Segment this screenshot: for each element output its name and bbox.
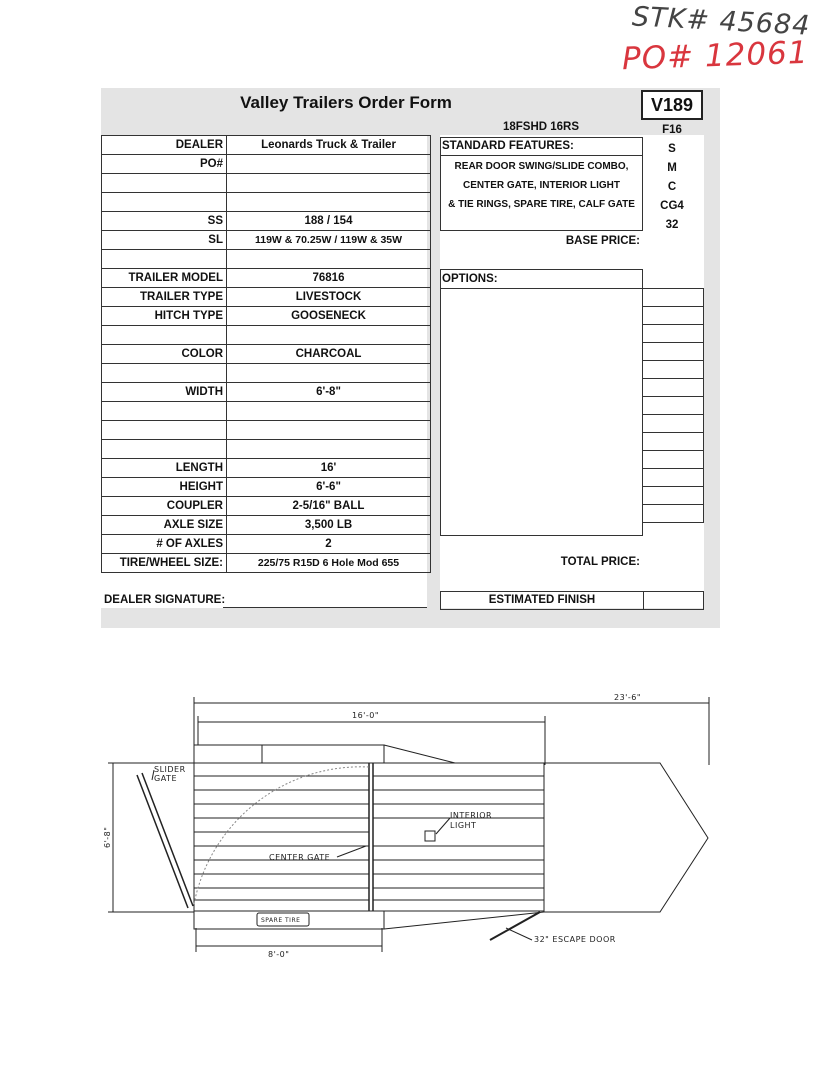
standard-features-heading: STANDARD FEATURES: bbox=[442, 140, 574, 152]
form-row bbox=[102, 478, 431, 497]
feature-codes bbox=[648, 121, 696, 235]
base-price-label: BASE PRICE: bbox=[565, 235, 640, 247]
form-row bbox=[102, 516, 431, 535]
form-row bbox=[102, 497, 431, 516]
divider bbox=[441, 288, 642, 289]
row-value[interactable]: 2 bbox=[227, 535, 431, 554]
options-price-cells bbox=[642, 288, 704, 523]
dealer-signature-label: DEALER SIGNATURE: bbox=[104, 594, 226, 606]
form-row bbox=[102, 193, 431, 212]
option-price-cell[interactable] bbox=[643, 343, 704, 361]
row-label: HEIGHT bbox=[102, 478, 227, 497]
spare-tire-label: SPARE TIRE bbox=[261, 917, 301, 924]
form-row bbox=[102, 383, 431, 402]
estimated-finish-field[interactable] bbox=[642, 591, 704, 610]
dealer-signature-line[interactable] bbox=[223, 607, 427, 608]
standard-feature-line: REAR DOOR SWING/SLIDE COMBO, bbox=[454, 161, 629, 172]
row-value[interactable]: 16' bbox=[227, 459, 431, 478]
row-label: COLOR bbox=[102, 345, 227, 364]
standard-feature-line: & TIE RINGS, SPARE TIRE, CALF GATE bbox=[448, 199, 635, 210]
form-row bbox=[102, 364, 431, 383]
row-label bbox=[102, 421, 227, 440]
option-price-cell[interactable] bbox=[643, 379, 704, 397]
row-value[interactable]: 3,500 LB bbox=[227, 516, 431, 535]
option-price-cell[interactable] bbox=[643, 361, 704, 379]
row-value[interactable] bbox=[227, 421, 431, 440]
row-value[interactable]: 119W & 70.25W / 119W & 35W bbox=[227, 231, 431, 250]
option-price-cell[interactable] bbox=[643, 307, 704, 325]
estimated-finish-label: ESTIMATED FINISH bbox=[440, 591, 644, 610]
row-label bbox=[102, 174, 227, 193]
form-row bbox=[102, 269, 431, 288]
row-label bbox=[102, 326, 227, 345]
row-label: SS bbox=[102, 212, 227, 231]
feature-code: M bbox=[667, 162, 677, 174]
po-number-annotation: PO# 12061 bbox=[621, 34, 810, 78]
row-label: # OF AXLES bbox=[102, 535, 227, 554]
form-row bbox=[102, 231, 431, 250]
options-box bbox=[440, 269, 643, 536]
row-value[interactable] bbox=[227, 250, 431, 269]
stock-number-annotation: STK# 45684 bbox=[631, 1, 812, 42]
form-row bbox=[102, 174, 431, 193]
form-row bbox=[102, 212, 431, 231]
escape-door bbox=[490, 912, 540, 940]
form-row bbox=[102, 345, 431, 364]
row-value[interactable] bbox=[227, 326, 431, 345]
option-price-cell[interactable] bbox=[643, 397, 704, 415]
overall-length-label: 23'-6" bbox=[614, 693, 642, 702]
trailer-top-rail bbox=[194, 745, 384, 763]
option-price-cell[interactable] bbox=[643, 325, 704, 343]
option-price-cell[interactable] bbox=[643, 505, 704, 523]
feature-code: 32 bbox=[665, 219, 679, 231]
feature-code: CG4 bbox=[660, 200, 684, 212]
escape-door-label: 32" ESCAPE DOOR bbox=[534, 935, 616, 944]
row-label: WIDTH bbox=[102, 383, 227, 402]
option-price-cell[interactable] bbox=[643, 451, 704, 469]
option-price-cell[interactable] bbox=[643, 487, 704, 505]
form-row bbox=[102, 402, 431, 421]
row-value[interactable]: 2-5/16" BALL bbox=[227, 497, 431, 516]
row-value[interactable]: 76816 bbox=[227, 269, 431, 288]
slider-gate-label: SLIDER bbox=[154, 765, 186, 774]
standard-features-box bbox=[440, 137, 643, 231]
row-label bbox=[102, 250, 227, 269]
form-code-badge: V189 bbox=[641, 90, 703, 120]
row-value[interactable] bbox=[227, 155, 431, 174]
row-label: PO# bbox=[102, 155, 227, 174]
row-value[interactable] bbox=[227, 402, 431, 421]
form-title: Valley Trailers Order Form bbox=[240, 93, 452, 112]
form-row bbox=[102, 326, 431, 345]
form-row bbox=[102, 307, 431, 326]
width-label: 6'-8" bbox=[103, 826, 112, 848]
row-label bbox=[102, 193, 227, 212]
slats-front bbox=[373, 776, 544, 900]
row-value[interactable]: Leonards Truck & Trailer bbox=[227, 136, 431, 155]
feature-code: S bbox=[668, 143, 676, 155]
slider-gate-label: GATE bbox=[154, 774, 177, 783]
row-label: LENGTH bbox=[102, 459, 227, 478]
row-label bbox=[102, 440, 227, 459]
row-label: TRAILER TYPE bbox=[102, 288, 227, 307]
options-heading: OPTIONS: bbox=[442, 273, 498, 285]
interior-light-label: LIGHT bbox=[450, 821, 477, 830]
form-row bbox=[102, 535, 431, 554]
feature-code: F16 bbox=[662, 124, 682, 136]
row-value[interactable]: 6'-6" bbox=[227, 478, 431, 497]
model-line: 18FSHD 16RS bbox=[502, 121, 580, 133]
row-label: HITCH TYPE bbox=[102, 307, 227, 326]
row-label: DEALER bbox=[102, 136, 227, 155]
gooseneck-nose bbox=[544, 763, 708, 912]
row-value[interactable] bbox=[227, 174, 431, 193]
row-value[interactable]: 6'-8" bbox=[227, 383, 431, 402]
option-price-cell[interactable] bbox=[643, 415, 704, 433]
row-value[interactable]: 225/75 R15D 6 Hole Mod 655 bbox=[227, 554, 431, 573]
form-row bbox=[102, 155, 431, 174]
total-price-label: TOTAL PRICE: bbox=[560, 556, 640, 568]
form-row bbox=[102, 250, 431, 269]
center-gate-label: CENTER GATE bbox=[269, 853, 331, 862]
row-label bbox=[102, 402, 227, 421]
trailer-floor-plan bbox=[0, 640, 834, 970]
slats-rear bbox=[194, 776, 369, 900]
form-row bbox=[102, 459, 431, 478]
row-label: COUPLER bbox=[102, 497, 227, 516]
divider bbox=[441, 155, 642, 156]
slider-gate bbox=[137, 775, 188, 908]
form-row bbox=[102, 136, 431, 155]
interior-light bbox=[425, 831, 435, 841]
row-value[interactable]: CHARCOAL bbox=[227, 345, 431, 364]
row-label bbox=[102, 364, 227, 383]
interior-light-label: INTERIOR bbox=[450, 811, 493, 820]
rear-door-swing-arc bbox=[194, 767, 369, 904]
standard-feature-line: CENTER GATE, INTERIOR LIGHT bbox=[462, 180, 621, 191]
option-price-cell[interactable] bbox=[643, 469, 704, 487]
form-row bbox=[102, 554, 431, 573]
row-label: TIRE/WHEEL SIZE: bbox=[102, 554, 227, 573]
row-value[interactable] bbox=[227, 364, 431, 383]
form-row bbox=[102, 288, 431, 307]
row-value[interactable]: GOOSENECK bbox=[227, 307, 431, 326]
form-row bbox=[102, 421, 431, 440]
option-price-cell[interactable] bbox=[643, 289, 704, 307]
row-value[interactable] bbox=[227, 440, 431, 459]
form-row bbox=[102, 440, 431, 459]
row-label: AXLE SIZE bbox=[102, 516, 227, 535]
row-value[interactable]: 188 / 154 bbox=[227, 212, 431, 231]
row-value[interactable]: LIVESTOCK bbox=[227, 288, 431, 307]
dealer-spec-table bbox=[101, 135, 431, 573]
box-length-label: 16'-0" bbox=[352, 711, 380, 720]
row-label: SL bbox=[102, 231, 227, 250]
feature-code: C bbox=[667, 181, 677, 193]
row-label: TRAILER MODEL bbox=[102, 269, 227, 288]
row-value[interactable] bbox=[227, 193, 431, 212]
rear-section-label: 8'-0" bbox=[268, 950, 290, 959]
option-price-cell[interactable] bbox=[643, 433, 704, 451]
